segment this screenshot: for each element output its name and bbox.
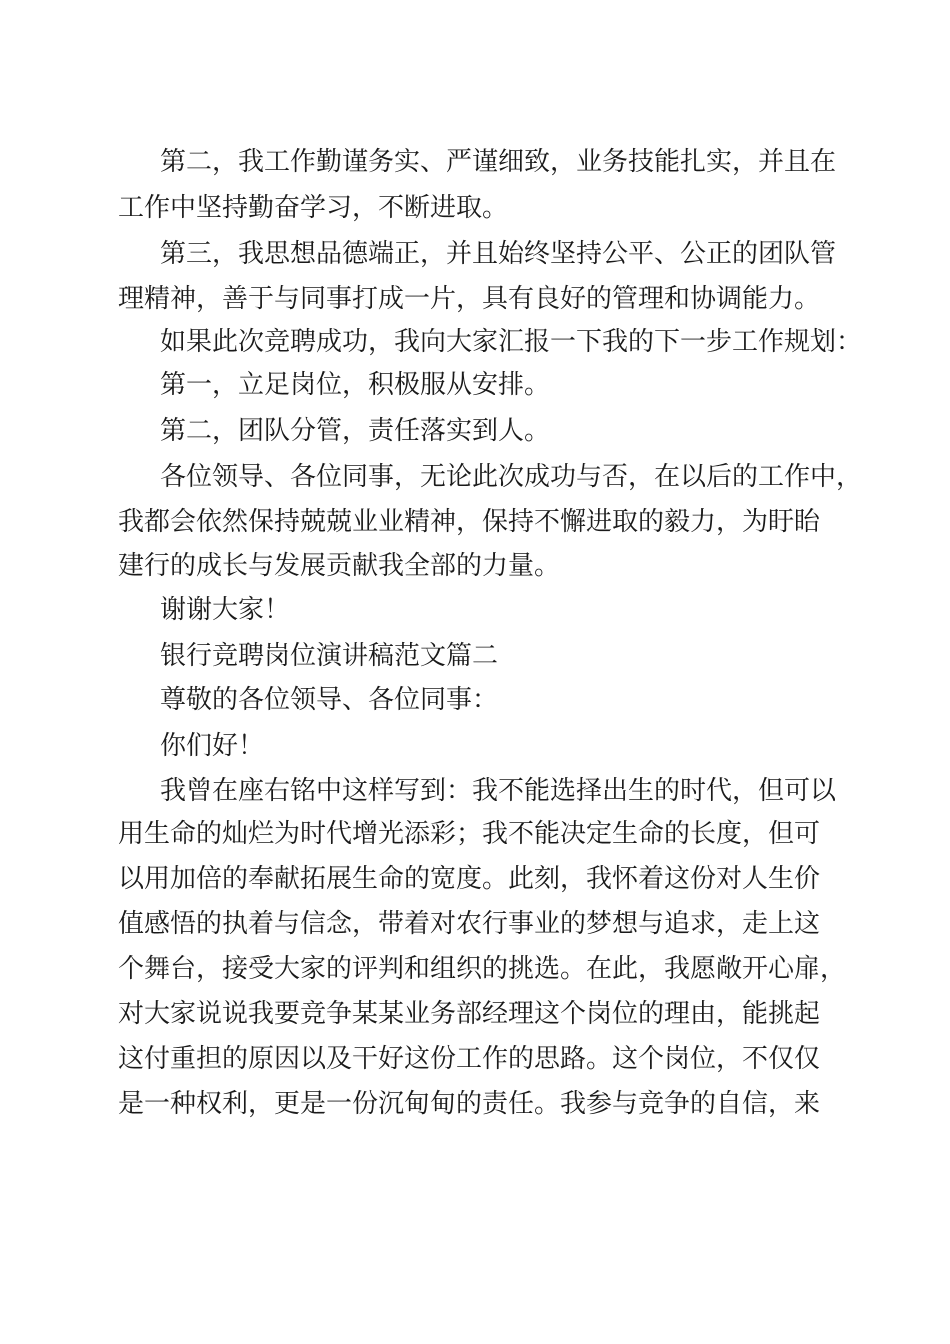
text-line: 第二，团队分管，责任落实到人。 (160, 416, 551, 446)
section-heading: 银行竞聘岗位演讲稿范文篇二 (160, 641, 499, 671)
text-line: 如果此次竞聘成功，我向大家汇报一下我的下一步工作规划： (160, 327, 863, 357)
text-line: 第二，我工作勤谨务实、严谨细致，业务技能扎实，并且在 (160, 147, 837, 177)
text-line: 第一，立足岗位，积极服从安排。 (160, 370, 551, 400)
text-line: 用生命的灿烂为时代增光添彩；我不能决定生命的长度，但可 (118, 819, 821, 849)
text-line: 是一种权利，更是一份沉甸甸的责任。我参与竞争的自信，来 (118, 1089, 821, 1119)
text-line: 理精神，善于与同事打成一片，具有良好的管理和协调能力。 (118, 284, 821, 314)
text-line: 这付重担的原因以及干好这份工作的思路。这个岗位，不仅仅 (118, 1044, 821, 1074)
text-line: 各位领导、各位同事，无论此次成功与否，在以后的工作中， (160, 462, 863, 492)
text-line: 以用加倍的奉献拓展生命的宽度。此刻，我怀着这份对人生价 (118, 864, 821, 894)
greeting: 你们好！ (160, 731, 265, 761)
text-line: 我都会依然保持兢兢业业精神，保持不懈进取的毅力，为盱眙 (118, 507, 821, 537)
text-line: 谢谢大家！ (160, 595, 291, 625)
text-line: 我曾在座右铭中这样写到：我不能选择出生的时代，但可以 (160, 776, 837, 806)
text-line: 第三，我思想品德端正，并且始终坚持公平、公正的团队管 (160, 239, 837, 269)
salutation: 尊敬的各位领导、各位同事： (160, 685, 499, 715)
text-line: 建行的成长与发展贡献我全部的力量。 (118, 551, 561, 581)
text-line: 工作中坚持勤奋学习，不断进取。 (118, 193, 509, 223)
text-line: 个舞台，接受大家的评判和组织的挑选。在此，我愿敞开心扉， (118, 954, 847, 984)
text-line: 对大家说说我要竞争某某业务部经理这个岗位的理由，能挑起 (118, 999, 821, 1029)
text-line: 值感悟的执着与信念，带着对农行事业的梦想与追求，走上这 (118, 909, 821, 939)
